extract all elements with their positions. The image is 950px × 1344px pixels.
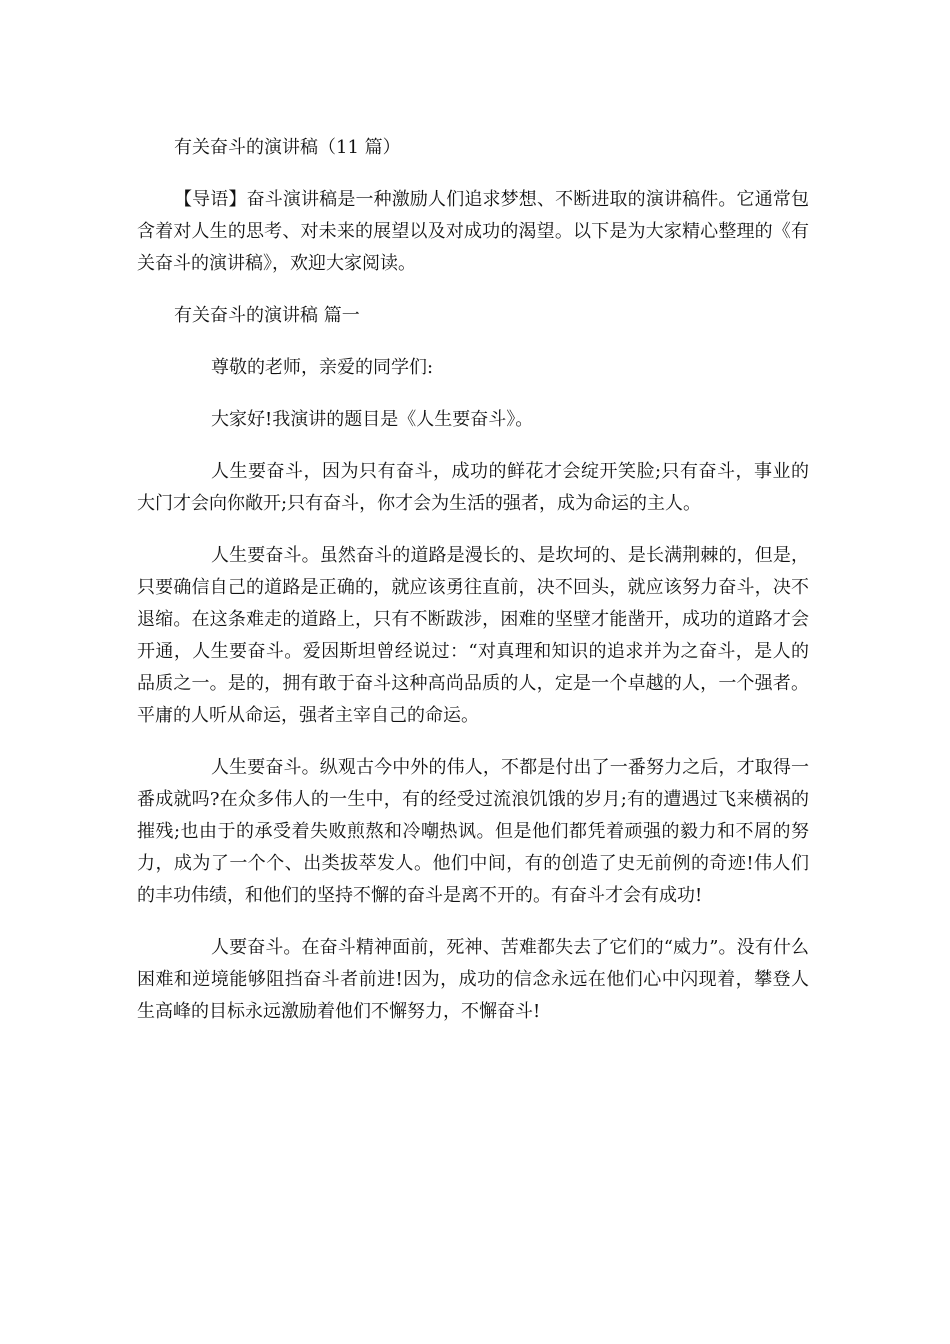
section-title: 有关奋斗的演讲稿 篇一 <box>174 305 360 326</box>
body-paragraph: 人生要奋斗。虽然奋斗的道路是漫长的、是坎坷的、是长满荆棘的，但是，只要确信自己的道路是正确的，就应该勇往直前，决不回头，就应该努力奋斗，决不退缩。在这条难走的道路上，只有不断跋涉，困难的坚壁才能凿开，成功的道路才会开通，人生要奋斗。爱因斯坦曾经说过：“对真理和知识的追求并为之奋斗，是人的品质之一。是的，拥有敢于奋斗这种高尚品质的人，定是一个卓越的人，一个强者。平庸的人听从命运，强者主宰自己的命运。 <box>137 545 809 726</box>
document-title: 有关奋斗的演讲稿（11 篇） <box>174 137 401 158</box>
salutation: 尊敬的老师，亲爱的同学们: <box>211 357 434 378</box>
intro-paragraph: 【导语】奋斗演讲稿是一种激励人们追求梦想、不断进取的演讲稿件。它通常包含着对人生的思考、对未来的展望以及对成功的渴望。以下是为大家精心整理的《有关奋斗的演讲稿》，欢迎大家阅读。 <box>137 189 809 274</box>
opening-line: 大家好!我演讲的题目是《人生要奋斗》。 <box>211 409 534 430</box>
document-body <box>137 132 809 1048</box>
body-paragraph: 人生要奋斗。纵观古今中外的伟人，不都是付出了一番努力之后，才取得一番成就吗?在众多伟人的一生中，有的经受过流浪饥饿的岁月;有的遭遇过飞来横祸的摧残;也由于的承受着失败煎熬和冷嘲热讽。但是他们都凭着顽强的毅力和不屑的努力，成为了一个个、出类拔萃发人。他们中间，有的创造了史无前例的奇迹!伟人们的丰功伟绩，和他们的坚持不懈的奋斗是离不开的。有奋斗才会有成功! <box>137 757 809 906</box>
body-paragraph: 人生要奋斗，因为只有奋斗，成功的鲜花才会绽开笑脸;只有奋斗，事业的大门才会向你敞开;只有奋斗，你才会为生活的强者，成为命运的主人。 <box>137 461 809 514</box>
body-paragraph: 人要奋斗。在奋斗精神面前，死神、苦难都失去了它们的“威力”。没有什么困难和逆境能够阻挡奋斗者前进!因为，成功的信念永远在他们心中闪现着，攀登人生高峰的目标永远激励着他们不懈努力，不懈奋斗! <box>137 937 809 1022</box>
